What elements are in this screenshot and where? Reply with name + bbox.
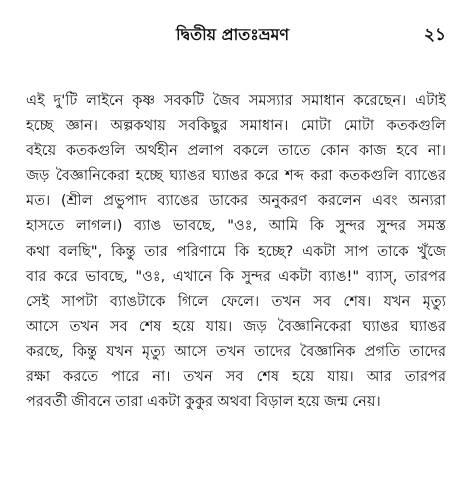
text-line: আসে তখন সব শেষ হয়ে যায়। জড় বৈজ্ঞানিকেরা ঘ্যাঙর ঘ্যাঙর — [26, 317, 446, 335]
text-line: হাসতে লাগল।) ব্যাঙ ভাবছে, "ওঃ, আমি কি সুন্দর সুন্দর সমস্ত — [26, 217, 446, 235]
page-header — [26, 18, 446, 58]
text-line: রক্ষা করতে পারে না। তখন সব শেষ হয়ে যায়। আর তারপর — [26, 368, 446, 386]
text-line: মত। (শ্রীল প্রভুপাদ ব্যাঙের ডাকের অনুকরণ করলেন এবং অন্যরা — [26, 192, 446, 210]
body-paragraph — [26, 88, 446, 414]
chapter-title: দ্বিতীয় প্রাতঃভ্রমণ — [176, 25, 290, 44]
text-line: বার করে ভাবছে, "ওঃ, এখানে কি সুন্দর একটা ব্যাঙ!" ব্যাস্, তারপর — [26, 267, 446, 285]
text-line: জড় বৈজ্ঞানিকেরা হচ্ছে ঘ্যাঙর ঘ্যাঙর করে শব্দ করা কতকগুলি ব্যাঙের — [26, 167, 446, 185]
text-line: বইয়ে কতকগুলি অর্থহীন প্রলাপ বকলে তাতে কোন কাজ হবে না। — [26, 142, 446, 160]
text-line: কথা বলছি", কিন্তু তার পরিণামে কি হচ্ছে? একটা সাপ তাকে খুঁজে — [26, 242, 446, 260]
text-line: করছে, কিন্তু যখন মৃত্যু আসে তখন তাদের বৈজ্ঞানিক প্রগতি তাদের — [26, 342, 446, 360]
text-line: সেই সাপটা ব্যাঙটাকে গিলে ফেলে। তখন সব শেষ। যখন মৃত্যু — [26, 292, 446, 310]
text-line: এই দু'টি লাইনে কৃষ্ণ সবকটি জৈব সমস্যার সমাধান করেছেন। এটাই — [26, 92, 446, 109]
text-line: পরবর্তী জীবনে তারা একটা কুকুর অথবা বিড়াল হয়ে জন্ম নেয়। — [26, 393, 381, 411]
text-line: হচ্ছে জ্ঞান। অল্পকথায় সবকিছুর সমাধান। মোটা মোটা কতকগুলি — [26, 117, 446, 135]
page-number: ২১ — [423, 25, 446, 45]
